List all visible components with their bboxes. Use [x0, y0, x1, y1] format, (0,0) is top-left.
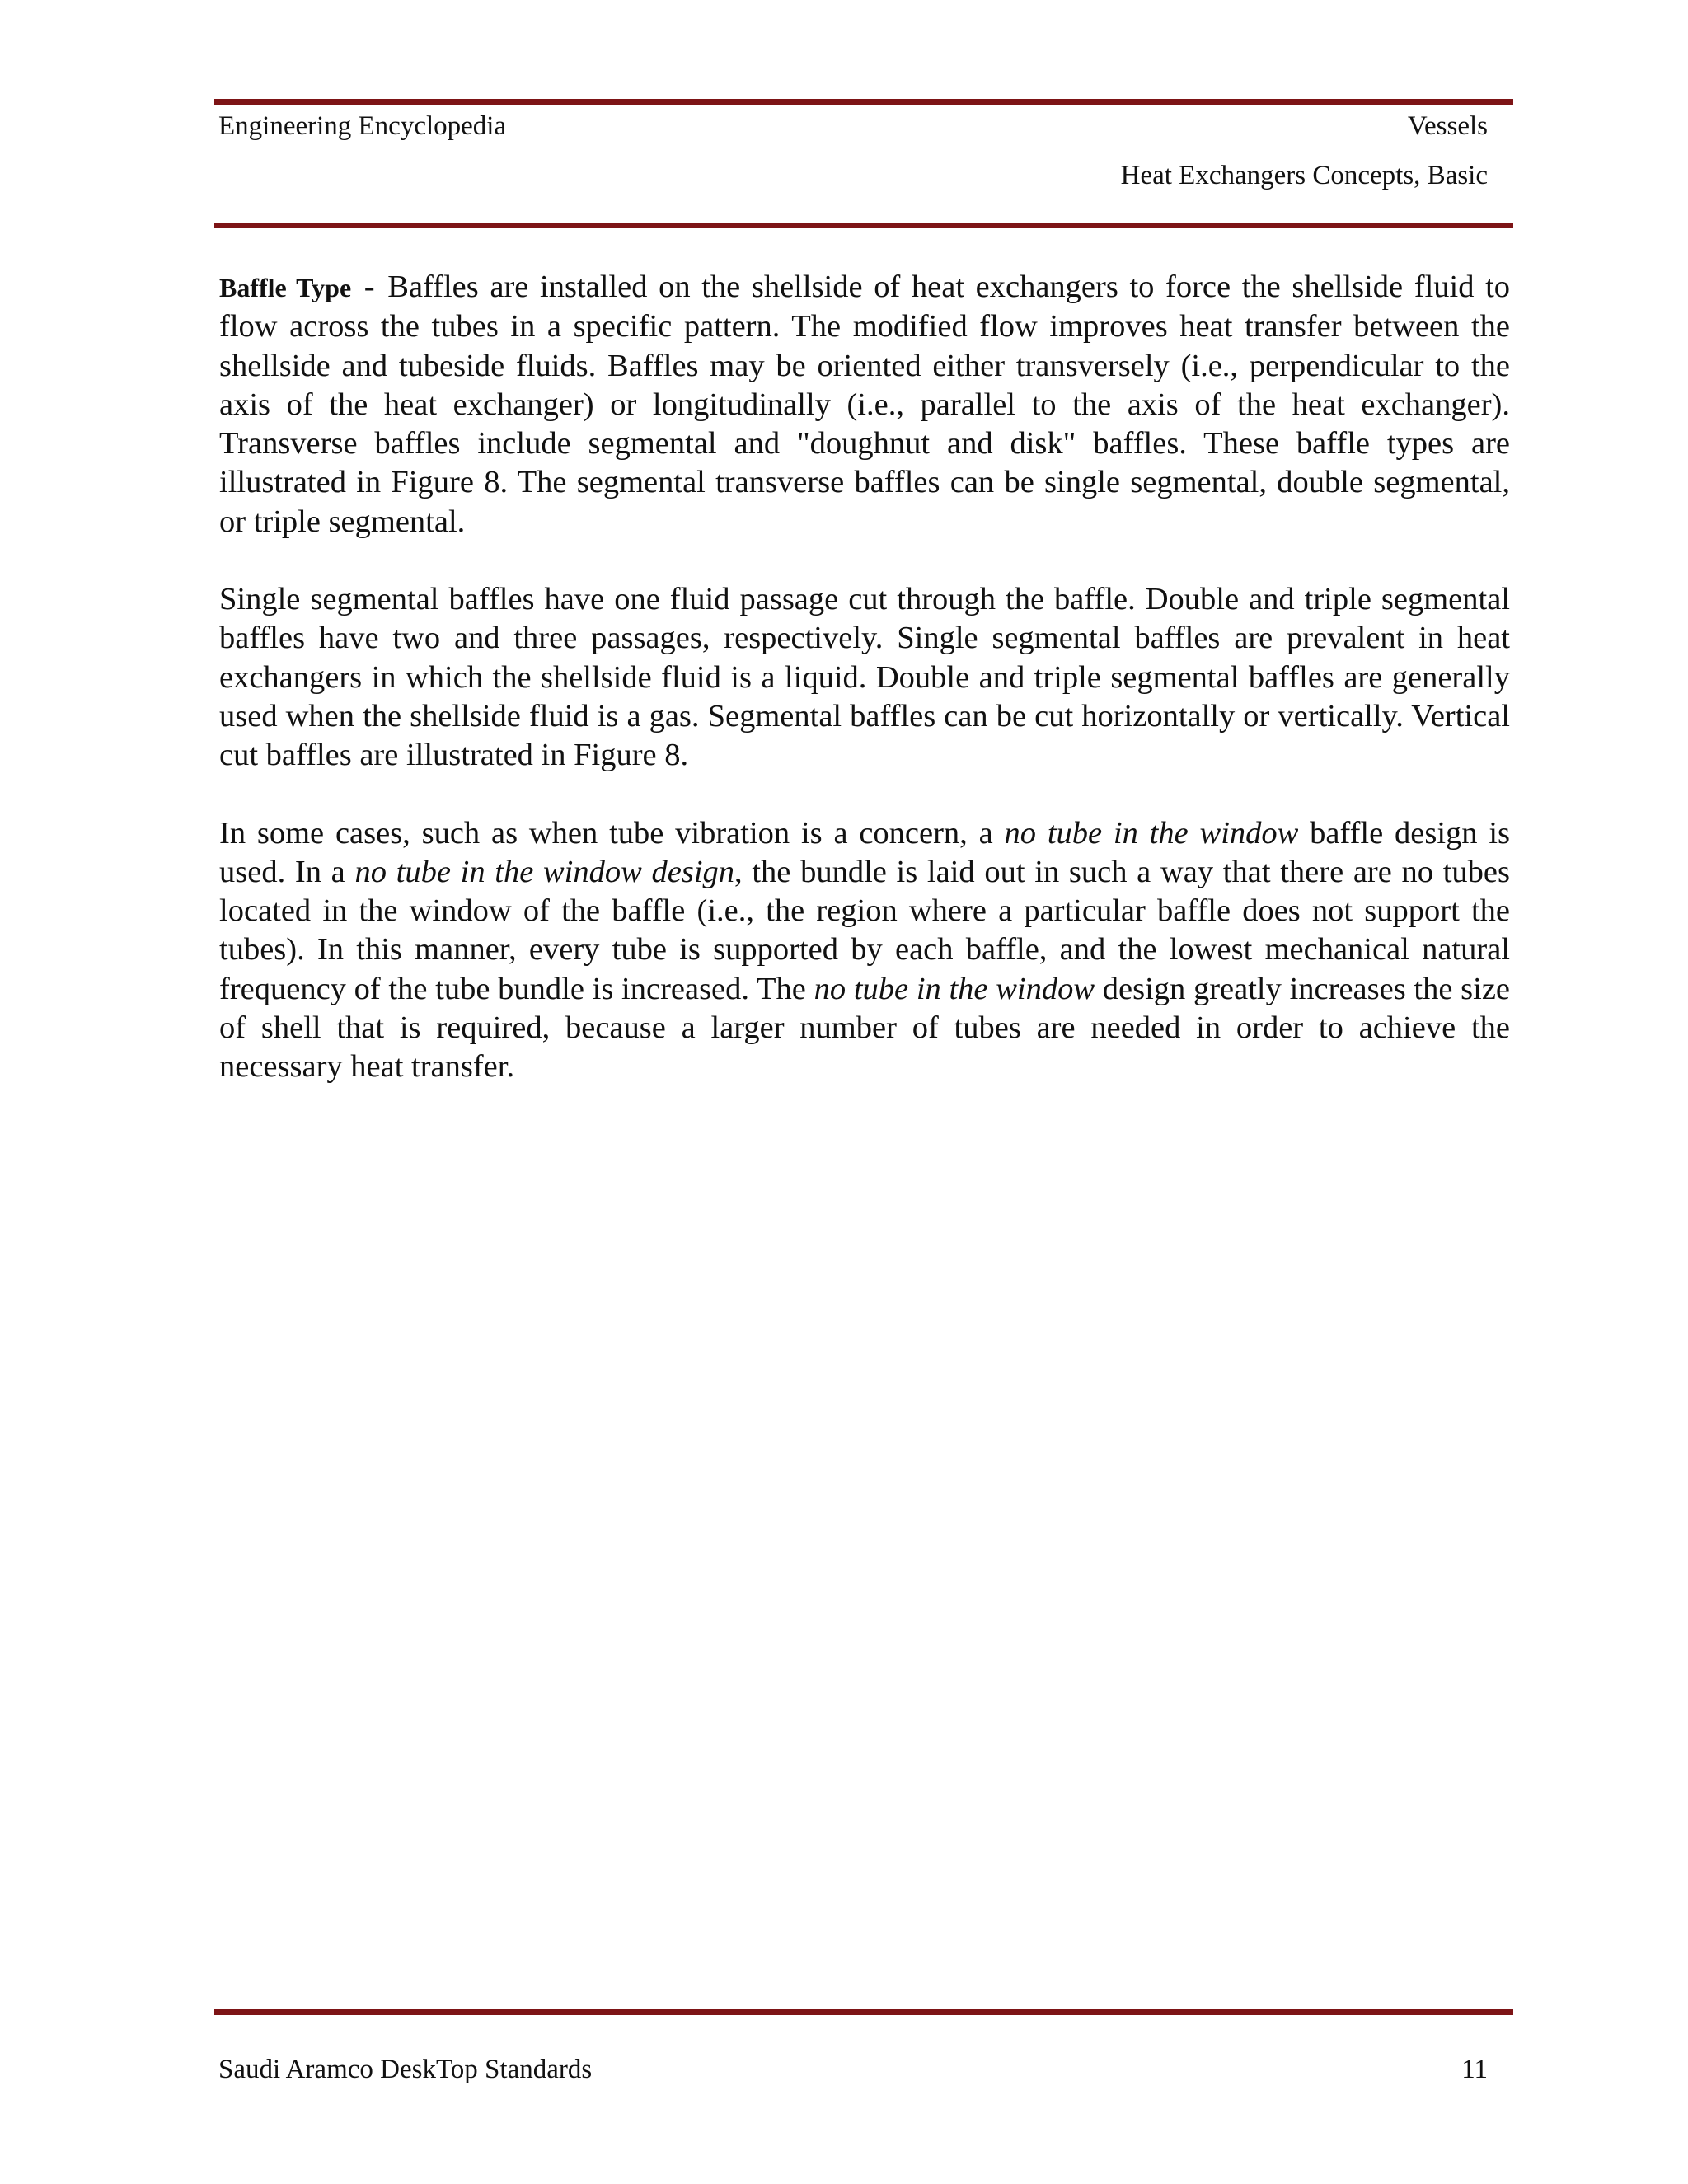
p3-italic-3: no tube in the window — [814, 971, 1095, 1006]
label-dash: - — [363, 269, 375, 304]
header-rule-top — [214, 99, 1513, 105]
header-left-title: Engineering Encyclopedia — [218, 111, 507, 141]
page-number: 11 — [1461, 2055, 1488, 2084]
p3-text-1: In some cases, such as when tube vibration is a concern, a — [219, 815, 1005, 851]
document-body — [219, 268, 1510, 1126]
footer-left-text: Saudi Aramco DeskTop Standards — [218, 2055, 593, 2084]
baffle-type-label: Baffle Type — [219, 273, 352, 302]
p3-text-2: baffle design is used. In a — [219, 815, 1511, 889]
footer-rule — [214, 2009, 1513, 2015]
paragraph-baffle-type — [219, 268, 1510, 541]
p3-italic-1: no tube in the window — [1004, 815, 1299, 851]
header-rule-bottom — [214, 223, 1513, 228]
p3-italic-2: no tube in the window design — [354, 854, 735, 889]
paragraph-no-tube-window — [219, 814, 1510, 1087]
paragraph-1-text: Baffles are installed on the shellside of heat exchangers to force the shellside fluid to flow across the tubes in a specific pattern. The modified flow improves heat transfer between the shellside and tubeside fluids. Baffles may be oriented either transversely (i.e., perpendicular to the axis of the heat exchanger) or longitudinally (i.e., parallel to the axis of the heat exchanger). Transverse baffles include segmental and "doughnut and disk" baffles. These baffle types are illustrated in Figure 8. The segmental transverse baffles can be single segmental, double segmental, or triple segmental. — [219, 269, 1511, 539]
p3-text-3: , the bundle is laid out in such a way that there are no tubes located in the window of the baffle (i.e., the region where a particular baffle does not support the tubes). In this manner, every tube is supported by each baffle, and the lowest mechanical natural frequency of the tube bundle is increased. The — [219, 854, 1511, 1006]
header-subtitle: Heat Exchangers Concepts, Basic — [1120, 161, 1488, 190]
paragraph-segmental: Single segmental baffles have one fluid passage cut through the baffle. Double and triple segmental baffles have two and three passages, respectively. Single segmental baffles are prevalent in heat exchangers in which the shellside fluid is a liquid. Double and triple segmental baffles are generally used when the shellside fluid is a gas. Segmental baffles can be cut horizontally or vertically. Vertical cut baffles are illustrated in Figure 8. — [219, 582, 1510, 773]
p3-text-4: design greatly increases the size of shell that is required, because a larger number of tubes are needed in order to achieve the necessary heat transfer. — [219, 971, 1510, 1085]
header-right-title: Vessels — [1407, 111, 1488, 141]
